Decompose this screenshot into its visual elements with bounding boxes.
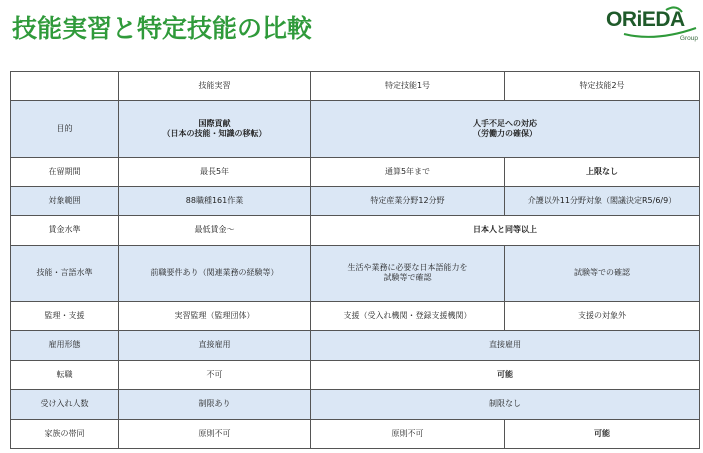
table-cell: 原則不可 — [119, 419, 311, 448]
header-specified-skill-1: 特定技能1号 — [311, 72, 505, 101]
purpose-specified-cell — [311, 101, 700, 157]
table-row-wage — [11, 216, 700, 245]
table-cell: 原則不可 — [311, 419, 505, 448]
table-cell: 直接雇用 — [311, 331, 700, 360]
orieda-logo — [606, 6, 698, 46]
purpose-intern-line2: （日本の技能・知識の移転） — [162, 128, 267, 138]
table-cell: 直接雇用 — [119, 331, 311, 360]
header-technical-intern: 技能実習 — [119, 72, 311, 101]
table-cell: 支援の対象外 — [505, 301, 700, 330]
row-label: 技能・言語水準 — [11, 245, 119, 301]
table-row-transfer — [11, 360, 700, 389]
skill-line2: 試験等で確認 — [383, 273, 432, 283]
skill-line1: 生活や業務に必要な日本語能力を — [347, 262, 468, 272]
row-label: 在留期間 — [11, 157, 119, 186]
table-row-support — [11, 301, 700, 330]
table-cell: 最長5年 — [119, 157, 311, 186]
table-cell: 不可 — [119, 360, 311, 389]
row-label: 受け入れ人数 — [11, 390, 119, 419]
table-cell — [311, 245, 505, 301]
comparison-table — [10, 71, 700, 449]
header-empty-cell — [11, 72, 119, 101]
row-label: 目的 — [11, 101, 119, 157]
table-cell: 可能 — [311, 360, 700, 389]
table-cell: 上限なし — [505, 157, 700, 186]
table-cell: 可能 — [505, 419, 700, 448]
row-label: 家族の帯同 — [11, 419, 119, 448]
table-cell: 介護以外11分野対象（閣議決定R5/6/9） — [505, 186, 700, 215]
table-cell: 制限なし — [311, 390, 700, 419]
logo-subtext: Group — [679, 35, 698, 42]
purpose-specified-line2: （労働力の確保） — [473, 128, 537, 138]
table-row-family — [11, 419, 700, 448]
purpose-intern-cell — [119, 101, 311, 157]
row-label: 賃金水準 — [11, 216, 119, 245]
table-cell: 実習監理（監理団体） — [119, 301, 311, 330]
table-cell: 最低賃金～ — [119, 216, 311, 245]
table-cell: 前職要件あり（関連業務の経験等） — [119, 245, 311, 301]
row-label: 対象範囲 — [11, 186, 119, 215]
table-row-stay — [11, 157, 700, 186]
table-row-employment — [11, 331, 700, 360]
row-label: 監理・支援 — [11, 301, 119, 330]
row-label: 雇用形態 — [11, 331, 119, 360]
table-row-capacity — [11, 390, 700, 419]
header-row — [11, 72, 700, 101]
table-cell: 制限あり — [119, 390, 311, 419]
row-label: 転職 — [11, 360, 119, 389]
table-cell: 日本人と同等以上 — [311, 216, 700, 245]
table-cell: 特定産業分野12分野 — [311, 186, 505, 215]
table-row-skill — [11, 245, 700, 301]
table-row-purpose — [11, 101, 700, 157]
page-title: 技能実習と特定技能の比較 — [12, 14, 313, 43]
table-cell: 試験等での確認 — [505, 245, 700, 301]
table-row-scope — [11, 186, 700, 215]
table-cell: 88職種161作業 — [119, 186, 311, 215]
table-cell: 支援（受入れ機関・登録支援機関） — [311, 301, 505, 330]
header-specified-skill-2: 特定技能2号 — [505, 72, 700, 101]
logo-text: ORiEDA — [606, 8, 685, 31]
purpose-intern-line1: 国際貢献 — [198, 118, 231, 128]
purpose-specified-line1: 人手不足への対応 — [473, 118, 537, 128]
table-cell: 通算5年まで — [311, 157, 505, 186]
